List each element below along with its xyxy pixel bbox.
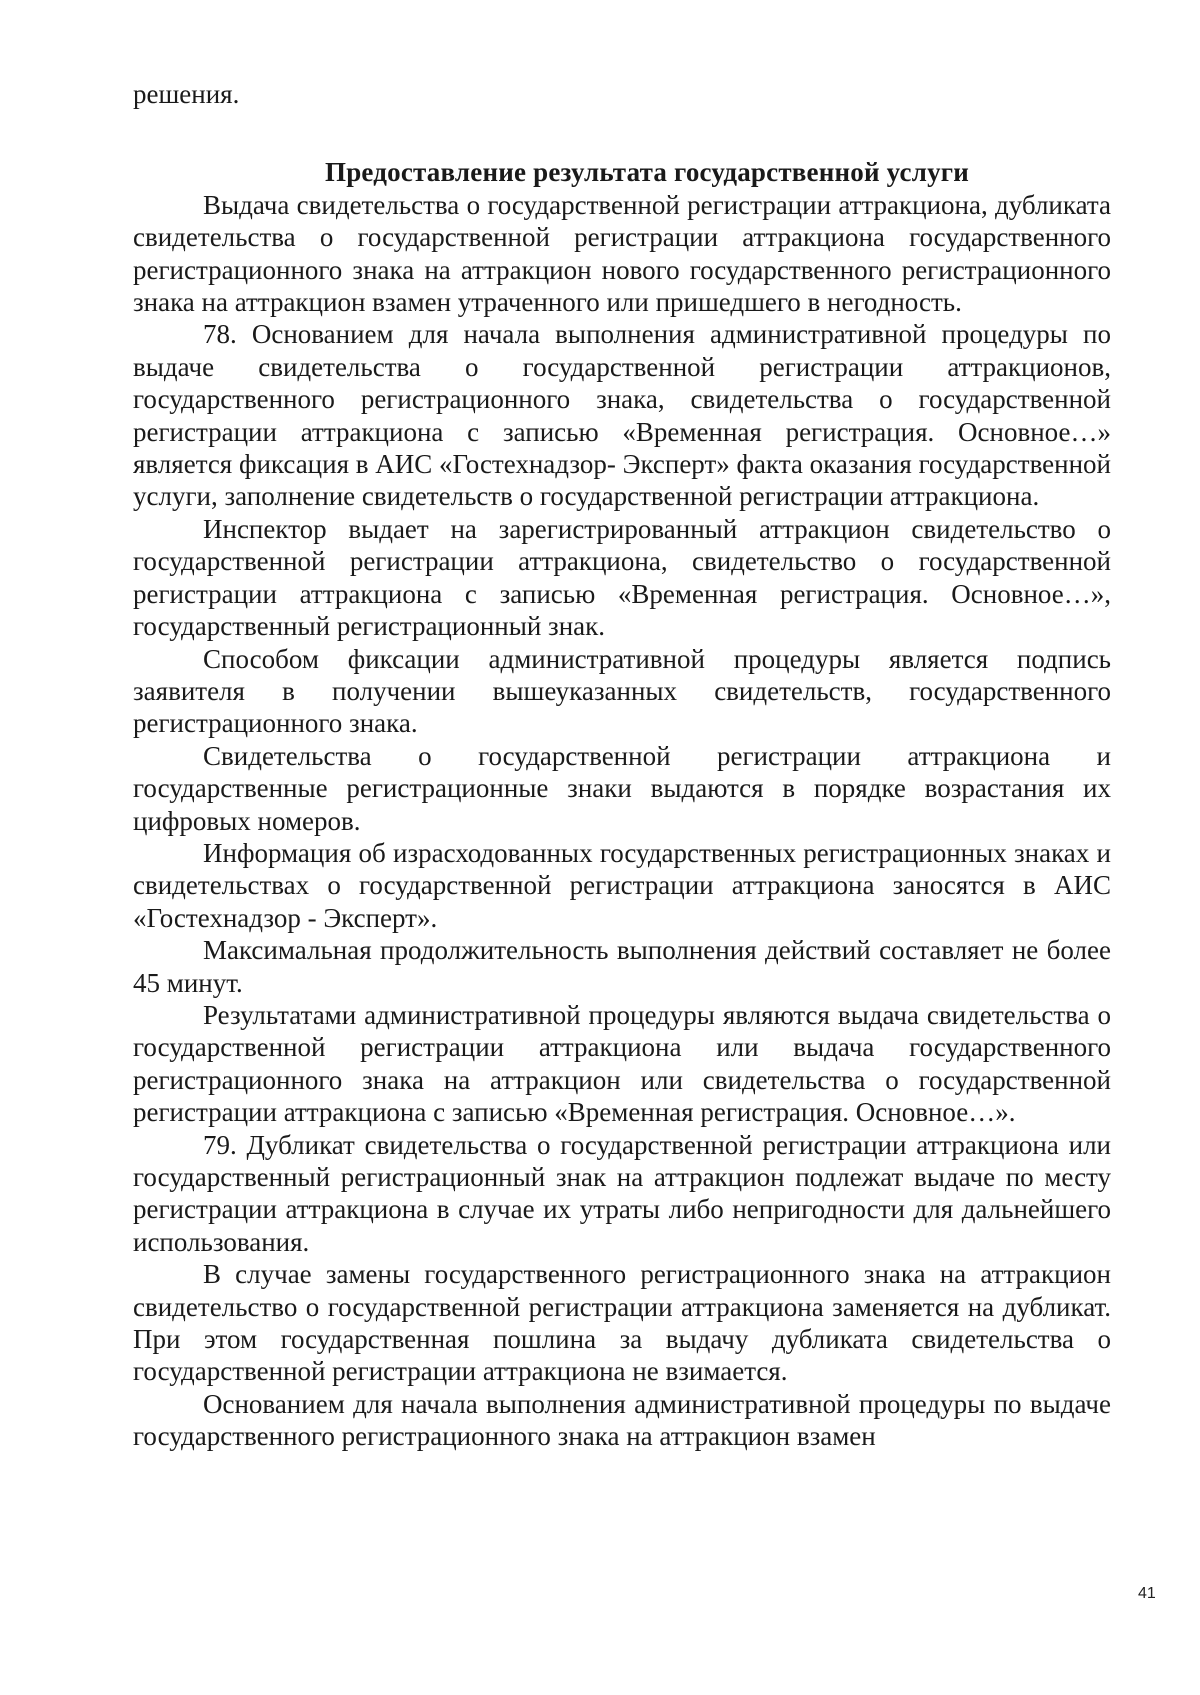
- carryover-line: решения.: [133, 79, 240, 109]
- section-title: Предоставление результата государственной услуги: [325, 157, 969, 188]
- paragraph-6: Информация об израсходованных государственных регистрационных знаках и свидетельствах о государственной регистрации аттракциона заносятся в АИС «Гостехнадзор - Эксперт».: [133, 837, 1111, 933]
- document-page: [133, 78, 1111, 1453]
- paragraph-8: Результатами административной процедуры являются выдача свидетельства о государственной регистрации аттракциона или выдача государственного регистрационного знака на аттракцион или свидетельства о государственной регистрации аттракциона с записью «Временная регистрация. Основное…».: [133, 999, 1111, 1128]
- paragraph-10: В случае замены государственного регистрационного знака на аттракцион свидетельство о государственной регистрации аттракциона заменяется на дубликат. При этом государственная пошлина за выдачу дубликата свидетельства о государственной регистрации аттракциона не взимается.: [133, 1259, 1111, 1387]
- paragraph-78: 78. Основанием для начала выполнения административной процедуры по выдаче свидетельства о государственной регистрации аттракционов, государственного регистрационного знака, свидетельства о государственной регистрации аттракциона с записью «Временная регистрация. Основное…» является фиксация в АИС «Гостехнадзор- Эксперт» факта оказания государственной услуги, заполнение свидетельств о государственной регистрации аттракциона.: [133, 319, 1111, 512]
- paragraph-11: Основанием для начала выполнения административной процедуры по выдаче государственного регистрационного знака на аттракцион взамен: [133, 1388, 1111, 1452]
- paragraph-7: Максимальная продолжительность выполнения действий составляет не более 45 минут.: [133, 935, 1111, 998]
- paragraph-4: Способом фиксации административной процедуры является подпись заявителя в получении вышеуказанных свидетельств, государственного регистрационного знака.: [133, 643, 1111, 739]
- paragraph-79: 79. Дубликат свидетельства о государственной регистрации аттракциона или государственный регистрационный знак на аттракцион подлежат выдаче по месту регистрации аттракциона в случае их утраты либо непригодности для дальнейшего использования.: [133, 1129, 1111, 1257]
- page-number: 41: [1138, 1585, 1156, 1602]
- paragraph-5: Свидетельства о государственной регистрации аттракциона и государственные регистрационные знаки выдаются в порядке возрастания их цифровых номеров.: [133, 740, 1111, 836]
- paragraph-3: Инспектор выдает на зарегистрированный аттракцион свидетельство о государственной регистрации аттракциона, свидетельство о государственной регистрации аттракциона с записью «Временная регистрация. Основное…», государственный регистрационный знак.: [133, 513, 1111, 642]
- paragraph-1: Выдача свидетельства о государственной регистрации аттракциона, дубликата свидетельства о государственной регистрации аттракциона государственного регистрационного знака на аттракцион нового государственного регистрационного знака на аттракцион взамен утраченного или пришедшего в негодность.: [133, 189, 1111, 318]
